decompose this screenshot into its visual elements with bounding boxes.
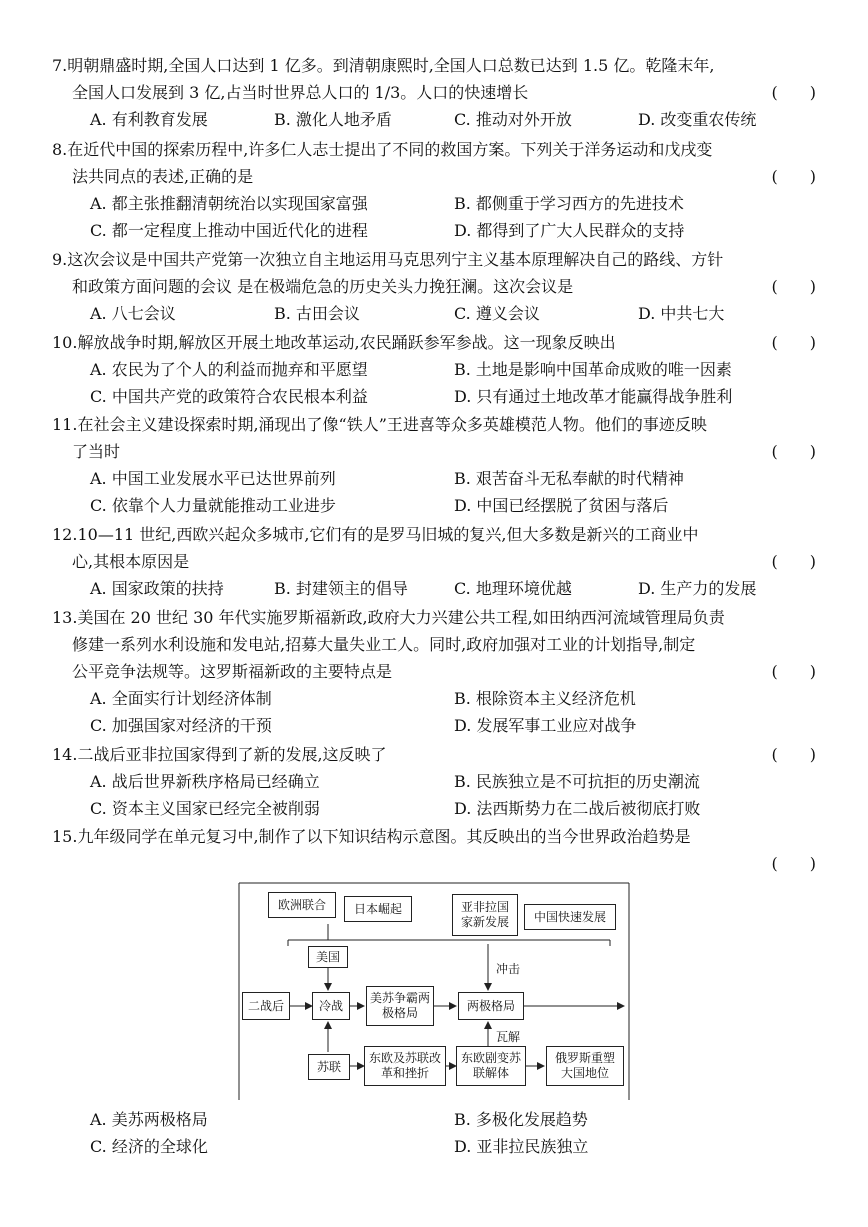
answer-blank[interactable]: ( ) — [771, 167, 816, 186]
option-c[interactable]: C. 地理环境优越 — [454, 579, 572, 598]
option-d[interactable]: D. 生产力的发展 — [638, 579, 757, 598]
answer-blank[interactable]: ( ) — [771, 662, 816, 681]
answer-blank[interactable]: ( ) — [771, 745, 816, 764]
option-c[interactable]: C. 推动对外开放 — [454, 110, 572, 129]
label-dissolve: 瓦解 — [496, 1030, 521, 1044]
question-stem: 九年级同学在单元复习中,制作了以下知识结构示意图。其反映出的当今世界政治趋势是 — [77, 827, 691, 846]
question-stem: 心,其根本原因是 — [72, 552, 190, 571]
option-b[interactable]: B. 封建领主的倡导 — [274, 579, 408, 598]
option-b[interactable]: B. 土地是影响中国革命成败的唯一因素 — [454, 360, 732, 379]
label-impact: 冲击 — [496, 962, 521, 976]
box-us-soviet-rivalry: 美苏争霸两极格局 — [366, 986, 434, 1026]
question-14 — [52, 741, 824, 822]
option-b[interactable]: B. 根除资本主义经济危机 — [454, 689, 636, 708]
question-stem: 了当时 — [72, 442, 121, 461]
option-d[interactable]: D. 只有通过土地改革才能赢得战争胜利 — [454, 387, 733, 406]
option-a[interactable]: A. 全面实行计划经济体制 — [90, 689, 272, 708]
question-number: 8. — [52, 140, 68, 159]
knowledge-structure-diagram — [238, 882, 630, 1102]
question-stem: 全国人口发展到 3 亿,占当时世界总人口的 1/3。人口的快速增长 — [72, 83, 529, 102]
box-reform-setback: 东欧及苏联改革和挫折 — [364, 1046, 446, 1086]
answer-blank[interactable]: ( ) — [771, 854, 816, 873]
option-c[interactable]: C. 都一定程度上推动中国近代化的进程 — [90, 221, 368, 240]
question-7 — [52, 52, 824, 133]
option-b[interactable]: B. 民族独立是不可抗拒的历史潮流 — [454, 772, 700, 791]
answer-blank[interactable]: ( ) — [771, 277, 816, 296]
option-a[interactable]: A. 中国工业发展水平已达世界前列 — [90, 469, 336, 488]
question-stem: 公平竞争法规等。这罗斯福新政的主要特点是 — [72, 662, 393, 681]
option-c[interactable]: C. 资本主义国家已经完全被削弱 — [90, 799, 320, 818]
question-stem: 修建一系列水利设施和发电站,招募大量失业工人。同时,政府加强对工业的计划指导,制定 — [72, 635, 696, 654]
option-a[interactable]: A. 美苏两极格局 — [90, 1110, 208, 1129]
box-usa: 美国 — [308, 946, 348, 968]
question-15 — [52, 823, 824, 877]
option-d[interactable]: D. 发展军事工业应对战争 — [454, 716, 637, 735]
question-number: 15. — [52, 827, 78, 846]
option-c[interactable]: C. 加强国家对经济的干预 — [90, 716, 272, 735]
question-9 — [52, 246, 824, 327]
box-bipolar-pattern: 两极格局 — [458, 992, 524, 1020]
option-a[interactable]: A. 都主张推翻清朝统治以实现国家富强 — [90, 194, 368, 213]
question-stem: 二战后亚非拉国家得到了新的发展,这反映了 — [77, 745, 387, 764]
option-b[interactable]: B. 艰苦奋斗无私奉献的时代精神 — [454, 469, 684, 488]
option-a[interactable]: A. 战后世界新秩序格局已经确立 — [90, 772, 320, 791]
box-japan-rise: 日本崛起 — [344, 896, 412, 922]
box-russia-reshape: 俄罗斯重塑大国地位 — [546, 1046, 624, 1086]
answer-blank[interactable]: ( ) — [771, 333, 816, 352]
question-number: 13. — [52, 608, 78, 627]
box-european-union: 欧洲联合 — [268, 892, 336, 918]
option-d[interactable]: D. 都得到了广大人民群众的支持 — [454, 221, 685, 240]
question-number: 12. — [52, 525, 78, 544]
option-a[interactable]: A. 有利教育发展 — [90, 110, 208, 129]
question-stem: 明朝鼎盛时期,全国人口达到 1 亿多。到清朝康熙时,全国人口总数已达到 1.5 亿。乾隆末年, — [67, 56, 715, 75]
question-15-options — [52, 1106, 824, 1160]
answer-blank[interactable]: ( ) — [771, 83, 816, 102]
answer-blank[interactable]: ( ) — [771, 552, 816, 571]
option-b[interactable]: B. 多极化发展趋势 — [454, 1110, 588, 1129]
box-postwar: 二战后 — [242, 992, 290, 1020]
option-a[interactable]: A. 农民为了个人的利益而抛弃和平愿望 — [90, 360, 368, 379]
question-number: 11. — [52, 415, 78, 434]
question-number: 10. — [52, 333, 78, 352]
option-a[interactable]: A. 国家政策的扶持 — [90, 579, 224, 598]
answer-blank[interactable]: ( ) — [771, 442, 816, 461]
question-11 — [52, 411, 824, 519]
box-ussr: 苏联 — [308, 1054, 350, 1080]
question-13 — [52, 604, 824, 739]
question-10 — [52, 329, 824, 410]
question-stem: 和政策方面问题的会议 是在极端危急的历史关头力挽狂澜。这次会议是 — [72, 277, 574, 296]
box-soviet-collapse: 东欧剧变苏联解体 — [456, 1046, 526, 1086]
question-number: 7. — [52, 56, 68, 75]
question-stem: 10—11 世纪,西欧兴起众多城市,它们有的是罗马旧城的复兴,但大多数是新兴的工商业中 — [77, 525, 699, 544]
option-c[interactable]: C. 经济的全球化 — [90, 1137, 208, 1156]
option-a[interactable]: A. 八七会议 — [90, 304, 176, 323]
option-c[interactable]: C. 遵义会议 — [454, 304, 540, 323]
option-d[interactable]: D. 亚非拉民族独立 — [454, 1137, 589, 1156]
option-d[interactable]: D. 中国已经摆脱了贫困与落后 — [454, 496, 669, 515]
option-b[interactable]: B. 古田会议 — [274, 304, 360, 323]
question-stem: 美国在 20 世纪 30 年代实施罗斯福新政,政府大力兴建公共工程,如田纳西河流域管理局负责 — [77, 608, 725, 627]
option-b[interactable]: B. 激化人地矛盾 — [274, 110, 392, 129]
box-china-development: 中国快速发展 — [524, 904, 616, 930]
question-number: 9. — [52, 250, 68, 269]
box-cold-war: 冷战 — [312, 992, 350, 1020]
question-8 — [52, 136, 824, 244]
option-d[interactable]: D. 改变重农传统 — [638, 110, 757, 129]
box-afro-asian-latin-development: 亚非拉国家新发展 — [452, 894, 518, 936]
question-stem: 法共同点的表述,正确的是 — [72, 167, 254, 186]
question-12 — [52, 521, 824, 602]
question-stem: 解放战争时期,解放区开展土地改革运动,农民踊跃参军参战。这一现象反映出 — [77, 333, 616, 352]
question-stem: 在社会主义建设探索时期,涌现出了像“铁人”王进喜等众多英雄模范人物。他们的事迹反映 — [77, 415, 707, 434]
question-stem: 在近代中国的探索历程中,许多仁人志士提出了不同的救国方案。下列关于洋务运动和戊戌变 — [67, 140, 713, 159]
question-number: 14. — [52, 745, 78, 764]
option-b[interactable]: B. 都侧重于学习西方的先进技术 — [454, 194, 684, 213]
option-d[interactable]: D. 法西斯势力在二战后被彻底打败 — [454, 799, 701, 818]
option-d[interactable]: D. 中共七大 — [638, 304, 725, 323]
question-stem: 这次会议是中国共产党第一次独立自主地运用马克思列宁主义基本原理解决自己的路线、方针 — [67, 250, 724, 269]
option-c[interactable]: C. 中国共产党的政策符合农民根本利益 — [90, 387, 368, 406]
option-c[interactable]: C. 依靠个人力量就能推动工业进步 — [90, 496, 336, 515]
